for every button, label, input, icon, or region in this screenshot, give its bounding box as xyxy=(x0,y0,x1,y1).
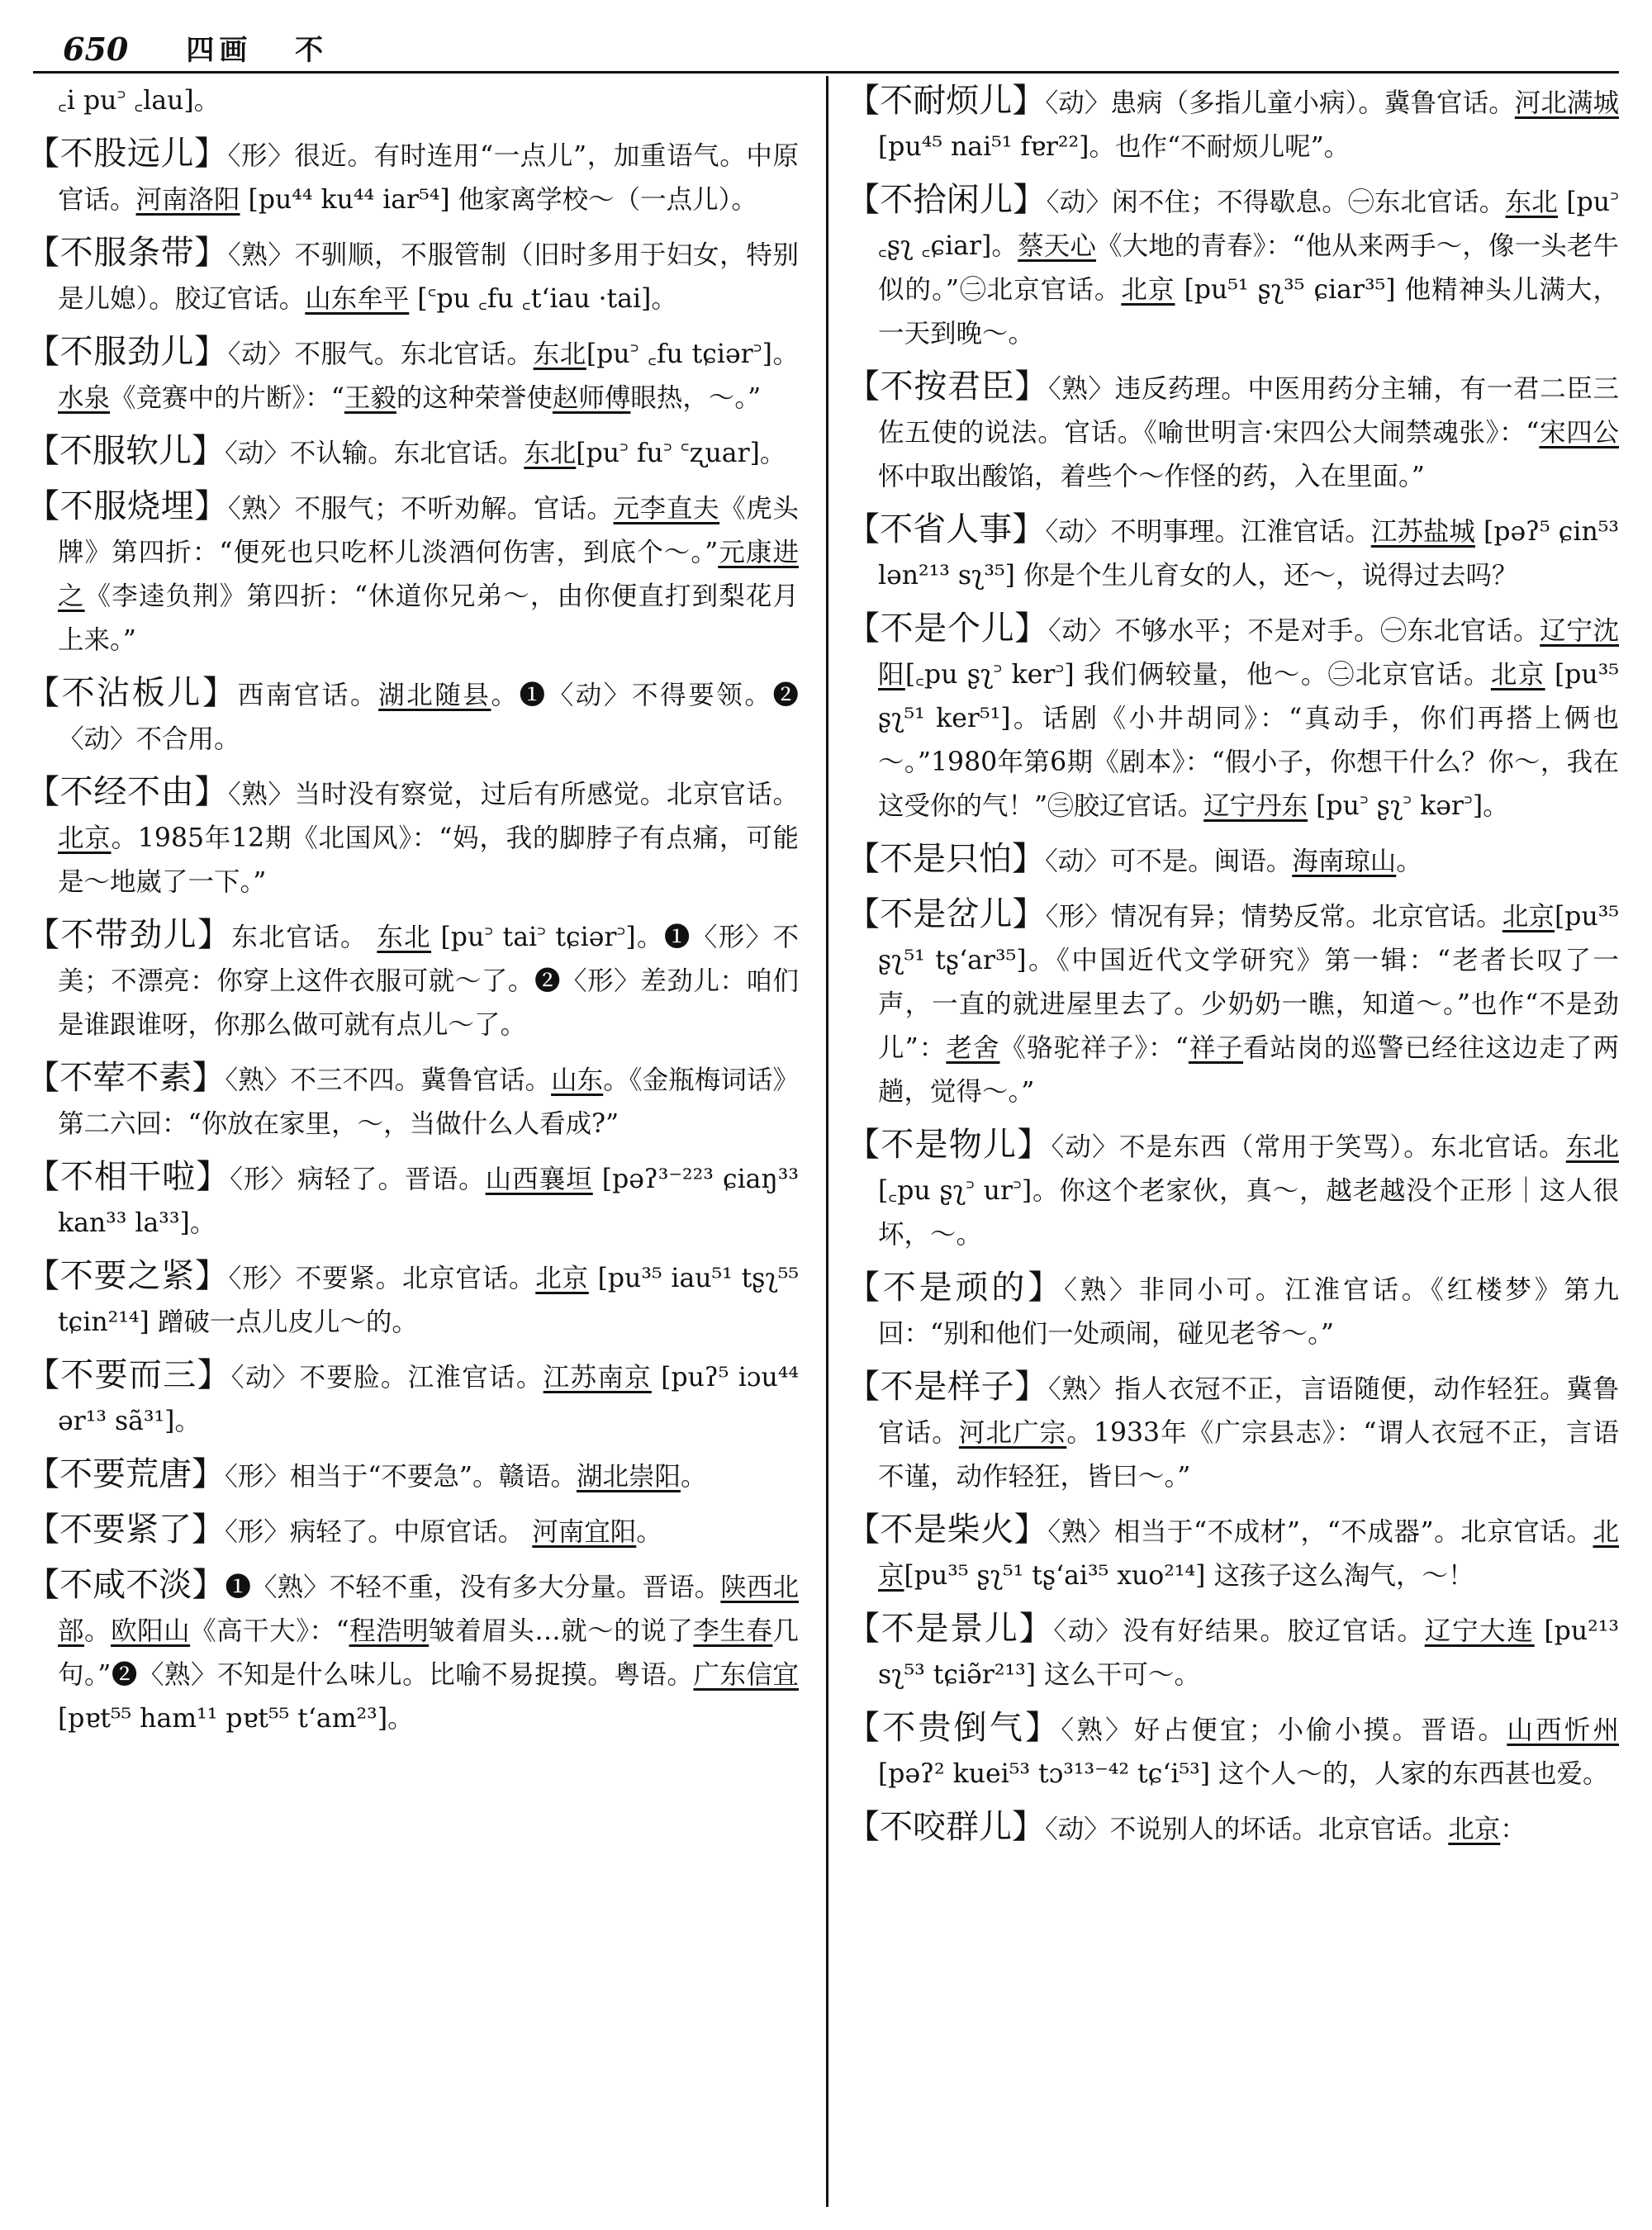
entry-headword: 【不要之紧】 xyxy=(26,1257,229,1295)
entry-headword: 【不贵倒气】 xyxy=(847,1709,1061,1747)
column-divider xyxy=(826,76,828,2207)
entry-definition: 〈熟〉不服气；不听劝解。官话。元李直夫《虎头牌》第四折：“便死也只吃杯儿淡酒何伤害，到底个～。”元康进之《李逵负荆》第四折：“休道你兄弟～，由你便直打到梨花月上来。” xyxy=(58,494,799,655)
dictionary-entry xyxy=(26,485,799,662)
dictionary-entry xyxy=(26,79,799,123)
dictionary-entry xyxy=(847,607,1619,828)
dictionary-entry xyxy=(847,508,1619,598)
entry-definition: 西南官话。湖北随县。❶〈动〉不得要领。❷〈动〉不合用。 xyxy=(58,681,799,754)
entry-headword: 【不是景儿】 xyxy=(847,1610,1054,1648)
entry-definition: 〈动〉不服气。东北官话。东北[pu꜄ ꜀fu tɕiər꜄]。水泉《竞赛中的片断》：“王毅的这种荣誉使赵师傅眼热，～。” xyxy=(58,339,799,413)
entry-headword: 【不相干啦】 xyxy=(26,1158,230,1196)
entry-headword: 【不按君臣】 xyxy=(847,368,1048,406)
dictionary-entry xyxy=(26,330,799,420)
entry-definition: 〈形〉情况有异；情势反常。北京官话。北京[pu³⁵ ʂʅ⁵¹ tʂʻar³⁵]。《中国近代文学研究》第一辑：“老者长叹了一声，一直的就进屋里去了。少奶奶一瞧，知道～。”也作“不是劲儿”：老舍《骆驼祥子》：“祥子看站岗的巡警已经往这边走了两趟，觉得～。” xyxy=(878,902,1619,1107)
page-number: 650 xyxy=(63,31,129,68)
entry-headword: 【不是岔儿】 xyxy=(847,895,1046,933)
dictionary-entry xyxy=(26,1508,799,1554)
entry-definition: 〈形〉不要紧。北京官话。北京 [pu³⁵ iau⁵¹ tʂʅ⁵⁵ tɕin²¹⁴] 蹭破一点儿皮儿～的。 xyxy=(58,1264,799,1337)
dictionary-entry xyxy=(26,671,799,762)
dictionary-entry xyxy=(26,1563,799,1741)
entry-definition: 〈形〉相当于“不要急”。赣语。湖北崇阳。 xyxy=(225,1462,707,1492)
section-label: 四画 xyxy=(186,34,253,67)
entry-headword: 【不要紧了】 xyxy=(26,1511,225,1549)
entry-headword: 【不股远儿】 xyxy=(26,135,228,173)
dictionary-entry xyxy=(847,1365,1619,1499)
entry-definition: 〈形〉病轻了。晋语。山西襄垣 [pəʔ³⁻²²³ ɕiaŋ³³ kan³³ la³³]。 xyxy=(58,1165,799,1238)
left-column xyxy=(26,79,799,2218)
entry-definition: 〈动〉可不是。闽语。海南琼山。 xyxy=(1045,847,1422,876)
entry-definition: 〈熟〉当时没有察觉，过后有所感觉。北京官话。北京。1985年12期《北国风》：“妈，我的脚脖子有点痛，可能是～地崴了一下。” xyxy=(58,780,799,897)
entry-definition: 东北官话。 东北 [pu꜄ tai꜄ tɕiər꜄]。❶〈形〉不美；不漂亮：你穿上这件衣服可就～了。❷〈形〉差劲儿：咱们是谁跟谁呀，你那么做可就有点儿～了。 xyxy=(58,923,799,1040)
entry-headword: 【不服软儿】 xyxy=(26,432,225,470)
dictionary-entry xyxy=(847,1508,1619,1598)
dictionary-entry xyxy=(26,231,799,321)
running-head xyxy=(186,27,356,68)
dictionary-entry xyxy=(847,1805,1619,1852)
entry-definition: 〈动〉不够水平；不是对手。㊀东北官话。辽宁沈阳[꜀pu ʂʅ꜄ ker꜄] 我们俩较量，他～。㊁北京官话。北京 [pu³⁵ ʂʅ⁵¹ ker⁵¹]。话剧《小井胡同》：“真动手，你们再搭上俩也～。”1980年第6期《剧本》：“假小子，你想干什么？你～，我在这受你的气！”㊂胶辽官话。辽宁丹东 [pu꜄ ʂʅ꜄ kər꜄]。 xyxy=(878,616,1619,821)
entry-headword: 【不带劲儿】 xyxy=(26,916,232,954)
entry-definition: ❶〈熟〉不轻不重，没有多大分量。晋语。陕西北部。欧阳山《高干大》：“程浩明皱着眉头…就～的说了李生春几句。”❷〈熟〉不知是什么味儿。比喻不易捉摸。粤语。广东信宜[pɐt⁵⁵ ham¹¹ pɐt⁵⁵ tʻam²³]。 xyxy=(58,1573,799,1734)
entry-definition: 〈动〉患病（多指儿童小病）。冀鲁官话。河北满城 [pu⁴⁵ nai⁵¹ fɐr²²]。也作“不耐烦儿呢”。 xyxy=(878,88,1619,162)
dictionary-entry xyxy=(26,1354,799,1444)
entry-definition: 〈动〉闲不住；不得歇息。㊀东北官话。东北 [pu꜄ ꜀ʂʅ ꜀ɕiar]。蔡天心《大地的青春》：“他从来两手～，像一头老牛似的。”㊁北京官话。北京 [pu⁵¹ ʂʅ³⁵ ɕiar³⁵] 他精神头儿满大，一天到晚～。 xyxy=(878,187,1619,349)
entry-definition: 〈熟〉不驯顺，不服管制（旧时多用于妇女，特别是儿媳）。胶辽官话。山东牟平 [꜂pu ꜀fu ꜀tʻiau ·tai]。 xyxy=(58,240,799,314)
entry-headword: 【不荤不素】 xyxy=(26,1059,225,1097)
entry-headword: 【不要荒唐】 xyxy=(26,1455,225,1493)
dictionary-entry xyxy=(847,79,1619,169)
entry-headword: 【不咬群儿】 xyxy=(847,1808,1045,1846)
dictionary-entry xyxy=(847,365,1619,499)
entry-headword: 【不咸不淡】 xyxy=(26,1566,225,1604)
entry-definition: 〈熟〉非同小可。江淮官话。《红楼梦》第九回：“别和他们一处顽闹，碰见老爷～。” xyxy=(878,1275,1619,1349)
entry-headword: 【不服条带】 xyxy=(26,234,228,272)
dictionary-entry xyxy=(26,1453,799,1499)
dictionary-entry xyxy=(847,1123,1619,1257)
entry-headword: 【不是物儿】 xyxy=(847,1126,1051,1164)
entry-definition: 〈形〉病轻了。中原官话。 河南宜阳。 xyxy=(225,1517,662,1547)
entry-definition: 〈动〉不是东西（常用于笑骂）。东北官话。东北 [꜀pu ʂʅ꜄ ur꜄]。你这个老家伙，真～，越老越没个正形｜这人很坏，～。 xyxy=(878,1132,1619,1250)
entry-definition: 〈动〉没有好结果。胶辽官话。辽宁大连 [pu²¹³ sʅ⁵³ tɕiə̃r²¹³] 这么干可～。 xyxy=(878,1616,1619,1690)
dictionary-entry xyxy=(26,913,799,1047)
entry-headword: 【不是柴火】 xyxy=(847,1511,1048,1549)
entry-headword: 【不耐烦儿】 xyxy=(847,82,1046,120)
head-character: 不 xyxy=(295,34,329,67)
entry-definition: 〈动〉不说别人的坏话。北京官话。北京： xyxy=(1045,1815,1526,1844)
dictionary-entry xyxy=(26,1255,799,1345)
entry-headword: 【不服烧埋】 xyxy=(26,487,228,525)
dictionary-entry xyxy=(26,1155,799,1245)
entry-definition: 〈熟〉不三不四。冀鲁官话。山东。《金瓶梅词话》第二六回：“你放在家里，～，当做什么人看成?” xyxy=(58,1065,799,1139)
dictionary-entry xyxy=(847,893,1619,1114)
entry-headword: 【不服劲儿】 xyxy=(26,333,228,371)
dictionary-entry xyxy=(26,1056,799,1146)
entry-headword: 【不是只怕】 xyxy=(847,840,1045,878)
dictionary-entry xyxy=(847,178,1619,356)
dictionary-entry xyxy=(847,1266,1619,1356)
entry-definition: 〈熟〉相当于“不成材”，“不成器”。北京官话。北京[pu³⁵ ʂʅ⁵¹ tʂʻai³⁵ xuo²¹⁴] 这孩子这么淘气，～！ xyxy=(878,1517,1619,1591)
entry-definition: ꜀i pu꜄ ꜀lau]。 xyxy=(58,86,221,116)
entry-definition: 〈熟〉好占便宜；小偷小摸。晋语。山西忻州 [pəʔ² kuei⁵³ tɔ³¹³⁻⁴² tɕʻi⁵³] 这个人～的，人家的东西甚也爱。 xyxy=(878,1715,1619,1789)
entry-headword: 【不省人事】 xyxy=(847,510,1046,548)
dictionary-entry xyxy=(847,1607,1619,1697)
dictionary-entry xyxy=(26,771,799,904)
entry-headword: 【不沾板儿】 xyxy=(26,674,238,712)
entry-definition: 〈动〉不认输。东北官话。东北[pu꜄ fu꜄ ꜂ʐuar]。 xyxy=(225,439,786,468)
dictionary-entry xyxy=(26,429,799,476)
entry-headword: 【不经不由】 xyxy=(26,773,228,811)
dictionary-entry xyxy=(847,837,1619,884)
entry-definition: 〈动〉不明事理。江淮官话。江苏盐城 [pəʔ⁵ ɕin⁵³ lən²¹³ sʅ³⁵] 你是个生儿育女的人，还～，说得过去吗？ xyxy=(878,517,1619,591)
entry-headword: 【不是个儿】 xyxy=(847,610,1048,648)
page-header xyxy=(33,25,1619,74)
entry-definition: 〈动〉不要脸。江淮官话。江苏南京 [puʔ⁵ iɔu⁴⁴ ər¹³ sã³¹]。 xyxy=(58,1363,799,1436)
dictionary-entry xyxy=(847,1706,1619,1796)
entry-headword: 【不是样子】 xyxy=(847,1368,1048,1406)
entry-headword: 【不拾闲儿】 xyxy=(847,181,1047,219)
entry-headword: 【不要而三】 xyxy=(26,1356,231,1394)
dictionary-entry xyxy=(26,132,799,222)
entry-definition: 〈熟〉违反药理。中医用药分主辅，有一君二臣三佐五使的说法。官话。《喻世明言·宋四公大闹禁魂张》：“宋四公怀中取出酸馅，着些个～作怪的药，入在里面。” xyxy=(878,374,1619,491)
entry-headword: 【不是顽的】 xyxy=(847,1269,1065,1307)
entry-definition: 〈熟〉指人衣冠不正，言语随便，动作轻狂。冀鲁官话。河北广宗。1933年《广宗县志》：“谓人衣冠不正，言语不谨，动作轻狂，皆曰～。” xyxy=(878,1374,1619,1492)
right-column xyxy=(847,79,1619,2218)
entry-definition: 〈形〉很近。有时连用“一点儿”，加重语气。中原官话。河南洛阳 [pu⁴⁴ ku⁴⁴ iar⁵⁴] 他家离学校～（一点儿）。 xyxy=(58,141,799,215)
